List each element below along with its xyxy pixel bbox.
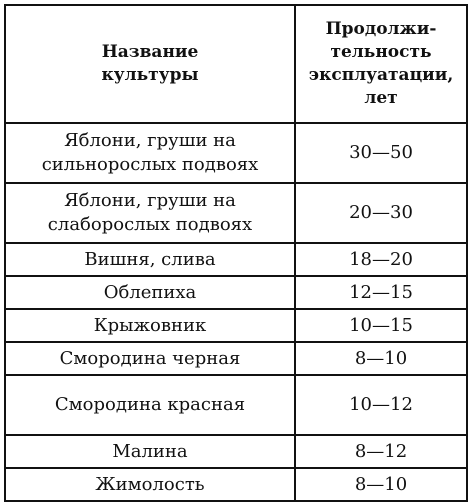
- header-years-line: тельность: [330, 42, 432, 62]
- table-row: [5, 468, 467, 501]
- table-header-row: [5, 5, 467, 123]
- header-crop-line: Название: [101, 42, 199, 62]
- table-row: [5, 276, 467, 309]
- crop-lifespan-table-container: [4, 4, 466, 498]
- crop-name-line: сильнорослых подвоях: [41, 154, 259, 175]
- crop-name-cell: Крыжовник: [5, 309, 295, 342]
- crop-name-line: Яблони, груши на: [64, 190, 236, 211]
- years-cell: 30—50: [295, 123, 467, 183]
- crop-name-line: Яблони, груши на: [64, 130, 236, 151]
- crop-name-cell: Смородина красная: [5, 375, 295, 435]
- header-years-line: Продолжи-: [325, 19, 437, 39]
- crop-name-cell: Жимолость: [5, 468, 295, 501]
- crop-name-cell: Облепиха: [5, 276, 295, 309]
- years-cell: 8—10: [295, 468, 467, 501]
- years-cell: 18—20: [295, 243, 467, 276]
- years-cell: 10—15: [295, 309, 467, 342]
- table-row: [5, 342, 467, 375]
- years-cell: 20—30: [295, 183, 467, 243]
- column-header-crop: [5, 5, 295, 123]
- table-row: [5, 243, 467, 276]
- table-row: [5, 183, 467, 243]
- crop-name-cell: Смородина черная: [5, 342, 295, 375]
- crop-name-cell: Вишня, слива: [5, 243, 295, 276]
- years-cell: 8—12: [295, 435, 467, 468]
- crop-name-cell: [5, 183, 295, 243]
- column-header-years: [295, 5, 467, 123]
- years-cell: 8—10: [295, 342, 467, 375]
- crop-name-cell: [5, 123, 295, 183]
- table-row: [5, 375, 467, 435]
- table-row: [5, 435, 467, 468]
- crop-name-line: слаборослых подвоях: [47, 214, 253, 235]
- crop-lifespan-table: [4, 4, 468, 502]
- years-cell: 12—15: [295, 276, 467, 309]
- header-crop-line: культуры: [101, 65, 199, 85]
- crop-name-cell: Малина: [5, 435, 295, 468]
- table-row: [5, 309, 467, 342]
- header-years-line: лет: [364, 88, 398, 108]
- header-years-line: эксплуатации,: [308, 65, 454, 85]
- table-row: [5, 123, 467, 183]
- years-cell: 10—12: [295, 375, 467, 435]
